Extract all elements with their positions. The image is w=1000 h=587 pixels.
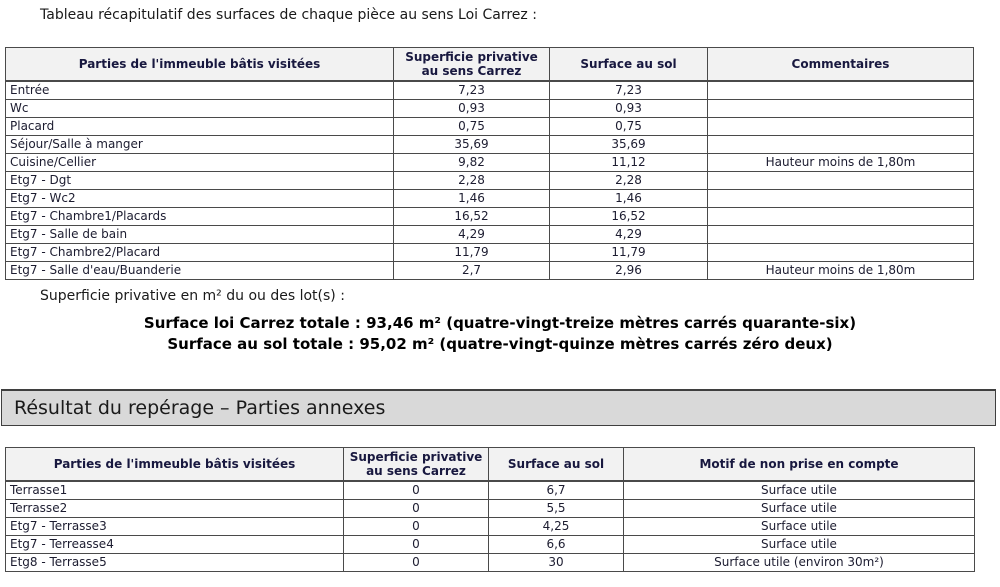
table-row bbox=[6, 261, 974, 279]
sol-cell: 6,7 bbox=[489, 481, 624, 499]
table-row bbox=[6, 171, 974, 189]
sol-cell: 5,5 bbox=[489, 499, 624, 517]
carrez-cell: 2,28 bbox=[394, 171, 550, 189]
table-row bbox=[6, 117, 974, 135]
carrez-cell: 11,79 bbox=[394, 243, 550, 261]
sol-cell: 6,6 bbox=[489, 535, 624, 553]
commentaire-cell: Hauteur moins de 1,80m bbox=[708, 153, 974, 171]
table-row bbox=[6, 481, 975, 499]
piece-cell: Etg7 - Terrasse3 bbox=[6, 517, 344, 535]
sol-cell: 35,69 bbox=[550, 135, 708, 153]
carrez-cell: 0,93 bbox=[394, 99, 550, 117]
column-header-superficie-carrez: Superficie privative au sens Carrez bbox=[394, 48, 550, 82]
sol-cell: 1,46 bbox=[550, 189, 708, 207]
carrez-cell: 35,69 bbox=[394, 135, 550, 153]
sol-cell: 0,93 bbox=[550, 99, 708, 117]
table-header-row bbox=[6, 48, 974, 82]
piece-cell: Séjour/Salle à manger bbox=[6, 135, 394, 153]
sol-cell: 0,75 bbox=[550, 117, 708, 135]
sol-cell: 11,79 bbox=[550, 243, 708, 261]
piece-cell: Entrée bbox=[6, 81, 394, 99]
column-header-surface-sol: Surface au sol bbox=[489, 448, 624, 482]
table-row bbox=[6, 207, 974, 225]
carrez-summary-table bbox=[5, 47, 974, 280]
column-header-commentaires: Commentaires bbox=[708, 48, 974, 82]
column-header-surface-sol: Surface au sol bbox=[550, 48, 708, 82]
table-row bbox=[6, 517, 975, 535]
sol-cell: 4,29 bbox=[550, 225, 708, 243]
sol-cell: 2,28 bbox=[550, 171, 708, 189]
commentaire-cell bbox=[708, 135, 974, 153]
piece-cell: Etg7 - Wc2 bbox=[6, 189, 394, 207]
piece-cell: Etg7 - Salle d'eau/Buanderie bbox=[6, 261, 394, 279]
commentaire-cell bbox=[708, 225, 974, 243]
lots-label: Superficie privative en m² du ou des lot(s) : bbox=[40, 288, 345, 304]
section-title: Résultat du repérage – Parties annexes bbox=[14, 397, 386, 419]
piece-cell: Etg7 - Dgt bbox=[6, 171, 394, 189]
table-row bbox=[6, 499, 975, 517]
piece-cell: Etg7 - Chambre1/Placards bbox=[6, 207, 394, 225]
annexes-table bbox=[5, 447, 975, 572]
total-sol-line: Surface au sol totale : 95,02 m² (quatre-vingt-quinze mètres carrés zéro deux) bbox=[167, 335, 833, 353]
carrez-cell: 0 bbox=[344, 481, 489, 499]
carrez-cell: 9,82 bbox=[394, 153, 550, 171]
piece-cell: Wc bbox=[6, 99, 394, 117]
commentaire-cell bbox=[708, 81, 974, 99]
piece-cell: Terrasse2 bbox=[6, 499, 344, 517]
carrez-cell: 0 bbox=[344, 553, 489, 571]
piece-cell: Etg8 - Terrasse5 bbox=[6, 553, 344, 571]
commentaire-cell bbox=[708, 189, 974, 207]
table-row bbox=[6, 153, 974, 171]
carrez-cell: 16,52 bbox=[394, 207, 550, 225]
commentaire-cell bbox=[708, 99, 974, 117]
page-title: Tableau récapitulatif des surfaces de chaque pièce au sens Loi Carrez : bbox=[40, 7, 537, 23]
table-row bbox=[6, 81, 974, 99]
piece-cell: Etg7 - Chambre2/Placard bbox=[6, 243, 394, 261]
carrez-cell: 1,46 bbox=[394, 189, 550, 207]
commentaire-cell bbox=[708, 207, 974, 225]
carrez-cell: 0 bbox=[344, 499, 489, 517]
motif-cell: Surface utile (environ 30m²) bbox=[624, 553, 975, 571]
carrez-cell: 0,75 bbox=[394, 117, 550, 135]
commentaire-cell: Hauteur moins de 1,80m bbox=[708, 261, 974, 279]
column-header-motif: Motif de non prise en compte bbox=[624, 448, 975, 482]
commentaire-cell bbox=[708, 171, 974, 189]
column-header-parties: Parties de l'immeuble bâtis visitées bbox=[6, 48, 394, 82]
commentaire-cell bbox=[708, 243, 974, 261]
sol-cell: 4,25 bbox=[489, 517, 624, 535]
table-row bbox=[6, 99, 974, 117]
table-row bbox=[6, 189, 974, 207]
table-row bbox=[6, 243, 974, 261]
carrez-cell: 0 bbox=[344, 517, 489, 535]
carrez-cell: 4,29 bbox=[394, 225, 550, 243]
motif-cell: Surface utile bbox=[624, 499, 975, 517]
table-header-row bbox=[6, 448, 975, 482]
piece-cell: Cuisine/Cellier bbox=[6, 153, 394, 171]
column-header-parties: Parties de l'immeuble bâtis visitées bbox=[6, 448, 344, 482]
section-header-parties-annexes bbox=[1, 389, 996, 426]
motif-cell: Surface utile bbox=[624, 535, 975, 553]
sol-cell: 11,12 bbox=[550, 153, 708, 171]
carrez-cell: 2,7 bbox=[394, 261, 550, 279]
piece-cell: Placard bbox=[6, 117, 394, 135]
piece-cell: Terrasse1 bbox=[6, 481, 344, 499]
column-header-superficie-carrez: Superficie privative au sens Carrez bbox=[344, 448, 489, 482]
total-carrez-line: Surface loi Carrez totale : 93,46 m² (quatre-vingt-treize mètres carrés quarante-six) bbox=[143, 314, 857, 332]
sol-cell: 7,23 bbox=[550, 81, 708, 99]
sol-cell: 2,96 bbox=[550, 261, 708, 279]
carrez-cell: 0 bbox=[344, 535, 489, 553]
sol-cell: 16,52 bbox=[550, 207, 708, 225]
sol-cell: 30 bbox=[489, 553, 624, 571]
motif-cell: Surface utile bbox=[624, 481, 975, 499]
piece-cell: Etg7 - Salle de bain bbox=[6, 225, 394, 243]
piece-cell: Etg7 - Terreasse4 bbox=[6, 535, 344, 553]
table-row bbox=[6, 535, 975, 553]
table-row bbox=[6, 553, 975, 571]
table-row bbox=[6, 135, 974, 153]
motif-cell: Surface utile bbox=[624, 517, 975, 535]
table-row bbox=[6, 225, 974, 243]
commentaire-cell bbox=[708, 117, 974, 135]
carrez-cell: 7,23 bbox=[394, 81, 550, 99]
